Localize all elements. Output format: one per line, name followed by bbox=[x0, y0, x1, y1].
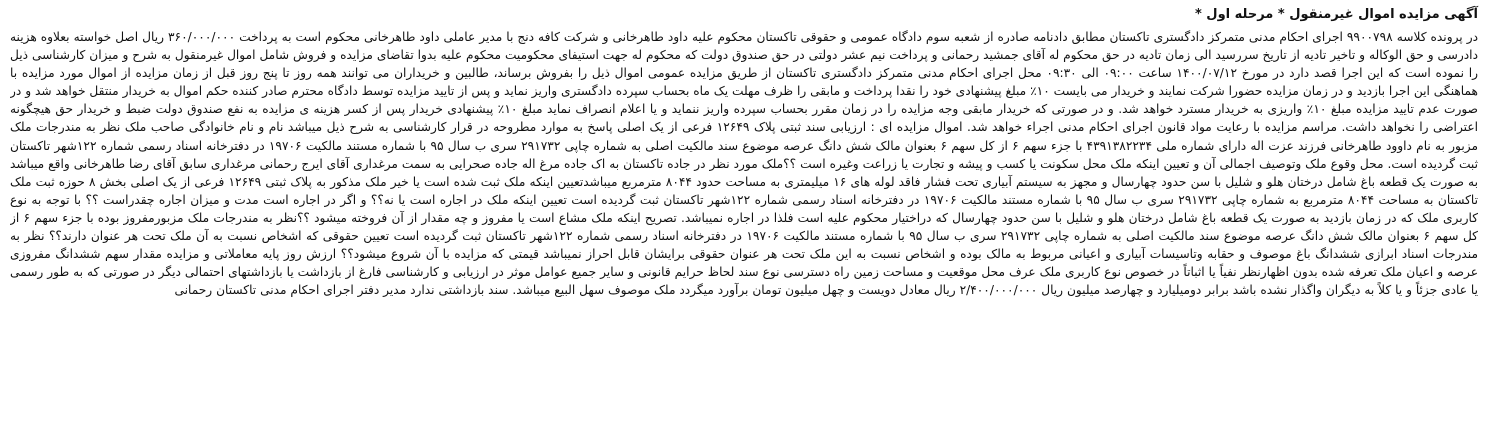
notice-body-text: در پرونده کلاسه ۹۹۰۰۷۹۸ اجرای احکام مدنی متمرکز دادگستری تاکستان مطابق دادنامه صادره از شعبه سوم دادگاه عمومی و حقوقی تاکستان محکوم علیه داود طاهرخانی و شرکت کافه دنج با مدیر عاملی داود طاهرخانی محکوم است به پرداخت ۳۶۰/۰۰۰/۰۰۰ ریال اصل خواسته بعلاوه هزینه دادرسی و حق الوکاله و تاخیر تادیه از تاریخ سررسید الی زمان تادیه در حق محکوم له آقای جمشید رحمانی و پرداخت نیم عشر دولتی در حق صندوق دولت که محکوم له جهت استیفای محکومیت محکوم علیه بدوا تقاضای مزایده و فروش شامل اموال غیرمنقول به شرح و میزان کارشناسی ذیل را نموده است که این اجرا قصد دارد در مورخ ۱۴۰۰/۰۷/۱۲ ساعت ۰۹:۰۰ الی ۰۹:۳۰ محل اجرای احکام مدنی متمرکز دادگستری تاکستان از طریق مزایده عمومی اموال ذیل را بفروش برساند، طالبین و خریداران می توانند همه روز تا پنج روز قبل از زمان مزایده از اموال مورد مزایده با هماهنگی این اجرا بازدید و در زمان مزایده حضورا شرکت نمایند و خریدار می بایست ۱۰٪ مبلغ پیشنهادی خود را نقدا پرداخت و مابقی را ظرف مهلت یک ماه بحساب سپرده دادگستری واریز نماید و پس از تایید مزایده توسط دادگاه محترم صادر کننده حکم اموال به خریدار منتقل خواهد شد و در صورت عدم تایید مزایده مبلغ ۱۰٪ واریزی به خریدار مسترد خواهد شد. و در صورتی که خریدار مابقی وجه مزایده را در زمان مقرر بحساب سپرده واریز ننماید و یا اعلام انصراف نماید مبلغ ۱۰٪ پیشنهادی خریدار پس از کسر هزینه ی مزایده به نفع صندوق دولت ضبط و خریدار حق هیچگونه اعتراضی را نخواهد داشت. مراسم مزایده با رعایت مواد قانون اجرای احکام مدنی اجراء خواهد شد. اموال مزایده ای : ارزیابی سند ثبتی پلاک ۱۲۶۴۹ فرعی از یک اصلی پاسخ به موارد مطروحه در قرار کارشناسی به شرح ذیل میباشد نام و نام خانوادگی صاحب ملک نظر به مندرجات ملک مزبور به نام داوود طاهرخانی فرزند عزت اله دارای شماره ملی ۴۳۹۱۳۸۲۲۳۴ با جزء سهم ۶ از کل سهم ۶ بعنوان مالک شش دانگ عرصه موضوع سند مالکیت اصلی به شماره چاپی ۲۹۱۷۳۲ سری ب سال ۹۵ با شماره مستند مالکیت ۱۹۷۰۶ در دفترخانه اسناد رسمی شماره ۱۲۲شهر تاکستان ثبت گردیده است. محل وقوع ملک وتوصیف اجمالی آن و تعیین اینکه ملک محل سکونت یا کسب و پیشه و تجارت یا زراعت وغیره است ؟؟ملک مورد نظر در جاده تاکستان به اک جاده مرغ اله جاده صحرایی به سمت مرغداری آقای ایرج رحمانی مرغداری سابق آقای رضا طاهرخانی واقع میباشد به صورت یک قطعه باغ شامل درختان هلو و شلیل با سن حدود چهارسال و مجهز به سیستم آبیاری تحت فشار فاقد لوله های ۱۶ میلیمتری به مساحت حدود ۸۰۴۴ مترمربع میباشدتعیین اینکه ملک ثبت شده است یا خیر ملک مذکور به پلاک ثبتی ۱۲۶۴۹ فرعی از یک اصلی بخش ۸ حوزه ثبت ملک تاکستان به مساحت ۸۰۴۴ مترمربع به شماره چاپی ۲۹۱۷۳۲ سری ب سال ۹۵ با شماره مستند مالکیت ۱۹۷۰۶ در دفترخانه اسناد رسمی شماره ۱۲۲شهر تاکستان ثبت گردیده است تعیین اینکه ملک در اجاره است یا نه؟؟ و اگر در اجاره است مدت و میزان اجاره چقدراست ؟؟ با توجه به نوع کاربری ملک که در زمان بازدید به صورت یک قطعه باغ شامل درختان هلو و شلیل با سن حدود چهارسال که دراختیار محکوم علیه است فلذا در اجاره نمیباشد. تصریح اینکه ملک مشاع است یا مفروز و چه مقدار از آن فروخته میشود ؟؟نظر به مندرجات ملک مزبورمفروز بوده با جزء سهم ۶ از کل سهم ۶ بعنوان مالک شش دانگ عرصه موضوع سند مالکیت اصلی به شماره چاپی ۲۹۱۷۳۲ سری ب سال ۹۵ با شماره مستند مالکیت ۱۹۷۰۶ در دفترخانه اسناد رسمی شماره ۱۲۲شهر تاکستان ثبت گردیده است تعیین حقوقی که اشخاص نسبت به آن ملک تحت هر عنوان دارند؟؟ نظر به مندرجات اسناد ابرازی ششدانگ باغ موصوف و حقابه وتاسیسات آبیاری و اعیانی مربوط به مالک بوده و اشخاص نسبت به این ملک تحت هر عنوان حقوقی برایشان قابل احراز نمیباشد قیمتی که مزایده با آن شروع میشود؟؟ ارزش روز پایه معاملاتی و مزایده مقدار سهم ششدانگ مفروزی عرصه و اعیان ملک تعرفه شده بدون اظهارنظر نفیاً یا اثباتاً در خصوص نوع کاربری ملک عرف محل موقعیت و مساحت زمین راه دسترسی نوع سند لحاظ حرایم قانونی و سایر جمیع عوامل موثر در ارزیابی و کارشناسی فارغ از بازداشت یا بازداشتهای احتمالی دیگر در صورتی که به طور رسمی یا عادی جزئاً و یا کلاً به دیگران واگذار نشده باشد برابر دومیلیارد و چهارصد میلیون ریال ۲/۴۰۰/۰۰۰/۰۰۰ ریال معادل دویست و چهل میلیون تومان برآورد میگردد ملک موصوف سهل البیع میباشد. سند بازداشتی ندارد مدیر دفتر اجرای احکام مدنی تاکستان رحمانی bbox=[10, 30, 1478, 298]
notice-title: آگهی مزایده اموال غیرمنقول * مرحله اول * bbox=[1194, 7, 1478, 22]
